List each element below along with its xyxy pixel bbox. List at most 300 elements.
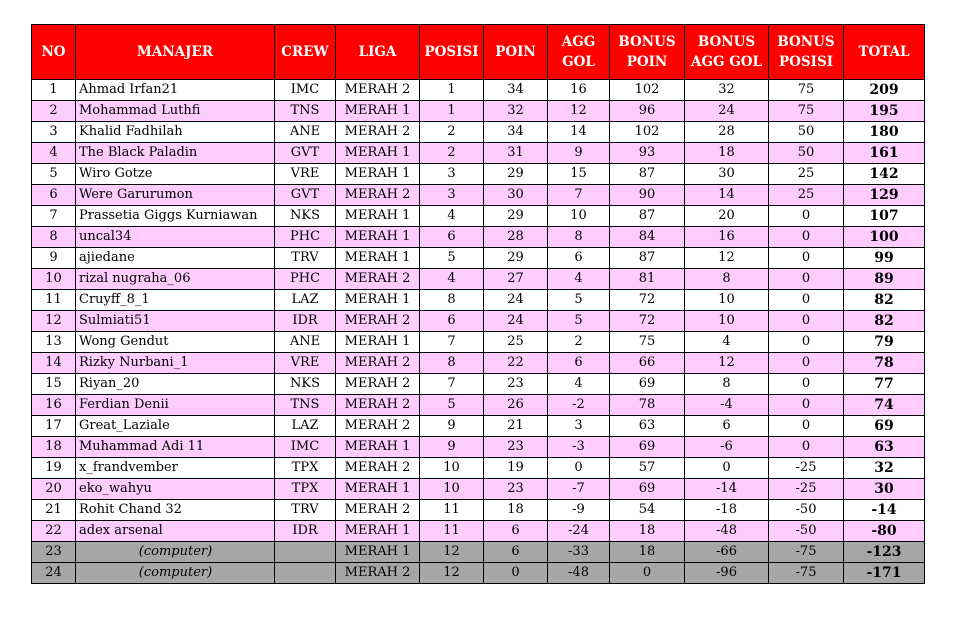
cell-crew: VRE — [275, 164, 336, 185]
cell-poin: 24 — [484, 311, 548, 332]
cell-no: 20 — [32, 479, 76, 500]
cell-bonus-poin: 87 — [610, 164, 685, 185]
cell-agg-gol: 0 — [548, 458, 610, 479]
cell-poin: 29 — [484, 164, 548, 185]
header-row — [32, 25, 925, 80]
cell-liga: MERAH 2 — [336, 122, 420, 143]
table-row — [32, 395, 925, 416]
cell-total: 69 — [844, 416, 925, 437]
cell-crew: TPX — [275, 479, 336, 500]
cell-manajer: x_frandvember — [76, 458, 275, 479]
table-row — [32, 416, 925, 437]
cell-liga: MERAH 2 — [336, 563, 420, 584]
cell-liga: MERAH 2 — [336, 500, 420, 521]
cell-posisi: 7 — [420, 374, 484, 395]
cell-posisi: 3 — [420, 185, 484, 206]
cell-bonus-poin: 102 — [610, 122, 685, 143]
header-bonus-poin-line1: BONUS — [618, 34, 676, 50]
cell-liga: MERAH 2 — [336, 353, 420, 374]
cell-manajer: uncal34 — [76, 227, 275, 248]
cell-total: 161 — [844, 143, 925, 164]
cell-bonus-poin: 87 — [610, 248, 685, 269]
cell-crew: LAZ — [275, 290, 336, 311]
cell-bonus-posisi: 0 — [769, 206, 844, 227]
cell-manajer: eko_wahyu — [76, 479, 275, 500]
cell-posisi: 10 — [420, 458, 484, 479]
cell-bonus-poin: 69 — [610, 479, 685, 500]
cell-poin: 23 — [484, 479, 548, 500]
cell-manajer: Riyan_20 — [76, 374, 275, 395]
cell-no: 1 — [32, 80, 76, 101]
cell-no: 21 — [32, 500, 76, 521]
cell-agg-gol: -9 — [548, 500, 610, 521]
cell-bonus-posisi: 0 — [769, 269, 844, 290]
cell-manajer: Wong Gendut — [76, 332, 275, 353]
table-row — [32, 521, 925, 542]
cell-bonus-agg-gol: -6 — [685, 437, 769, 458]
cell-bonus-agg-gol: -18 — [685, 500, 769, 521]
cell-agg-gol: 3 — [548, 416, 610, 437]
cell-manajer: (computer) — [76, 563, 275, 584]
header-liga: LIGA — [336, 25, 420, 80]
cell-no: 15 — [32, 374, 76, 395]
cell-total: -80 — [844, 521, 925, 542]
header-total: TOTAL — [844, 25, 925, 80]
cell-bonus-agg-gol: 10 — [685, 290, 769, 311]
table-row — [32, 101, 925, 122]
cell-bonus-posisi: 75 — [769, 80, 844, 101]
cell-liga: MERAH 1 — [336, 542, 420, 563]
cell-agg-gol: 14 — [548, 122, 610, 143]
cell-crew: NKS — [275, 206, 336, 227]
header-agg-gol — [548, 25, 610, 80]
header-bonus-posisi-line2: POSISI — [778, 54, 834, 70]
cell-liga: MERAH 2 — [336, 311, 420, 332]
cell-total: 82 — [844, 311, 925, 332]
cell-bonus-poin: 54 — [610, 500, 685, 521]
cell-no: 6 — [32, 185, 76, 206]
cell-bonus-posisi: 50 — [769, 122, 844, 143]
cell-posisi: 10 — [420, 479, 484, 500]
cell-agg-gol: 16 — [548, 80, 610, 101]
cell-posisi: 4 — [420, 206, 484, 227]
cell-total: 129 — [844, 185, 925, 206]
cell-liga: MERAH 1 — [336, 143, 420, 164]
cell-agg-gol: 10 — [548, 206, 610, 227]
cell-crew: PHC — [275, 227, 336, 248]
cell-manajer: Ahmad Irfan21 — [76, 80, 275, 101]
cell-no: 13 — [32, 332, 76, 353]
cell-liga: MERAH 2 — [336, 416, 420, 437]
cell-bonus-agg-gol: -96 — [685, 563, 769, 584]
cell-bonus-posisi: 0 — [769, 248, 844, 269]
cell-bonus-posisi: 0 — [769, 311, 844, 332]
cell-bonus-posisi: 0 — [769, 416, 844, 437]
cell-liga: MERAH 1 — [336, 227, 420, 248]
cell-agg-gol: 7 — [548, 185, 610, 206]
cell-agg-gol: -33 — [548, 542, 610, 563]
cell-total: 89 — [844, 269, 925, 290]
cell-no: 8 — [32, 227, 76, 248]
cell-posisi: 9 — [420, 437, 484, 458]
cell-bonus-agg-gol: -4 — [685, 395, 769, 416]
header-bonus-agg-gol-line1: BONUS — [697, 34, 756, 50]
cell-crew: IMC — [275, 80, 336, 101]
cell-posisi: 11 — [420, 521, 484, 542]
cell-liga: MERAH 1 — [336, 437, 420, 458]
cell-posisi: 12 — [420, 563, 484, 584]
cell-poin: 6 — [484, 542, 548, 563]
table-row — [32, 80, 925, 101]
cell-posisi: 12 — [420, 542, 484, 563]
header-bonus-poin — [610, 25, 685, 80]
cell-manajer: Khalid Fadhilah — [76, 122, 275, 143]
table-body — [32, 80, 925, 584]
cell-bonus-poin: 0 — [610, 563, 685, 584]
cell-liga: MERAH 2 — [336, 269, 420, 290]
cell-bonus-poin: 84 — [610, 227, 685, 248]
cell-bonus-posisi: -50 — [769, 500, 844, 521]
cell-liga: MERAH 1 — [336, 290, 420, 311]
cell-poin: 19 — [484, 458, 548, 479]
cell-manajer: Rohit Chand 32 — [76, 500, 275, 521]
cell-crew: LAZ — [275, 416, 336, 437]
cell-crew: IMC — [275, 437, 336, 458]
header-bonus-agg-gol-line2: AGG GOL — [690, 54, 762, 70]
cell-manajer: Rizky Nurbani_1 — [76, 353, 275, 374]
table-row — [32, 227, 925, 248]
cell-poin: 34 — [484, 122, 548, 143]
cell-poin: 30 — [484, 185, 548, 206]
cell-poin: 26 — [484, 395, 548, 416]
cell-total: 30 — [844, 479, 925, 500]
cell-agg-gol: 5 — [548, 290, 610, 311]
cell-total: 142 — [844, 164, 925, 185]
cell-total: 32 — [844, 458, 925, 479]
cell-bonus-agg-gol: -66 — [685, 542, 769, 563]
cell-manajer: Cruyff_8_1 — [76, 290, 275, 311]
cell-manajer: ajiedane — [76, 248, 275, 269]
cell-no: 10 — [32, 269, 76, 290]
cell-manajer: Great_Laziale — [76, 416, 275, 437]
header-agg-gol-line2: GOL — [562, 54, 595, 70]
cell-crew: VRE — [275, 353, 336, 374]
cell-total: -171 — [844, 563, 925, 584]
cell-agg-gol: 15 — [548, 164, 610, 185]
cell-bonus-poin: 57 — [610, 458, 685, 479]
cell-total: 107 — [844, 206, 925, 227]
table-row — [32, 122, 925, 143]
cell-bonus-poin: 63 — [610, 416, 685, 437]
cell-bonus-agg-gol: 28 — [685, 122, 769, 143]
cell-bonus-agg-gol: 8 — [685, 374, 769, 395]
cell-bonus-poin: 81 — [610, 269, 685, 290]
cell-total: 77 — [844, 374, 925, 395]
table-row — [32, 164, 925, 185]
cell-bonus-poin: 69 — [610, 437, 685, 458]
cell-liga: MERAH 2 — [336, 374, 420, 395]
cell-no: 16 — [32, 395, 76, 416]
cell-liga: MERAH 1 — [336, 521, 420, 542]
cell-bonus-posisi: -25 — [769, 479, 844, 500]
cell-bonus-poin: 93 — [610, 143, 685, 164]
cell-bonus-agg-gol: 12 — [685, 353, 769, 374]
table-row — [32, 332, 925, 353]
cell-poin: 29 — [484, 206, 548, 227]
cell-manajer: The Black Paladin — [76, 143, 275, 164]
cell-agg-gol: 2 — [548, 332, 610, 353]
cell-bonus-agg-gol: 14 — [685, 185, 769, 206]
cell-no: 24 — [32, 563, 76, 584]
cell-bonus-posisi: 50 — [769, 143, 844, 164]
cell-bonus-posisi: -25 — [769, 458, 844, 479]
cell-bonus-poin: 66 — [610, 353, 685, 374]
table-row — [32, 563, 925, 584]
cell-total: 99 — [844, 248, 925, 269]
cell-bonus-poin: 90 — [610, 185, 685, 206]
cell-total: -123 — [844, 542, 925, 563]
table-row — [32, 269, 925, 290]
cell-bonus-posisi: 0 — [769, 290, 844, 311]
cell-no: 11 — [32, 290, 76, 311]
cell-posisi: 3 — [420, 164, 484, 185]
cell-posisi: 8 — [420, 290, 484, 311]
cell-agg-gol: 4 — [548, 374, 610, 395]
cell-poin: 32 — [484, 101, 548, 122]
table-row — [32, 311, 925, 332]
cell-crew: GVT — [275, 185, 336, 206]
cell-liga: MERAH 1 — [336, 101, 420, 122]
table-row — [32, 542, 925, 563]
cell-liga: MERAH 1 — [336, 206, 420, 227]
cell-bonus-poin: 18 — [610, 521, 685, 542]
cell-total: 74 — [844, 395, 925, 416]
cell-manajer: Mohammad Luthfi — [76, 101, 275, 122]
cell-bonus-posisi: 0 — [769, 353, 844, 374]
cell-total: 195 — [844, 101, 925, 122]
cell-crew: IDR — [275, 521, 336, 542]
cell-bonus-posisi: -50 — [769, 521, 844, 542]
cell-crew: GVT — [275, 143, 336, 164]
cell-poin: 22 — [484, 353, 548, 374]
cell-posisi: 5 — [420, 395, 484, 416]
cell-bonus-agg-gol: 4 — [685, 332, 769, 353]
cell-posisi: 6 — [420, 311, 484, 332]
cell-posisi: 1 — [420, 101, 484, 122]
cell-agg-gol: 6 — [548, 248, 610, 269]
cell-bonus-agg-gol: 20 — [685, 206, 769, 227]
cell-bonus-posisi: 0 — [769, 332, 844, 353]
cell-no: 17 — [32, 416, 76, 437]
cell-poin: 6 — [484, 521, 548, 542]
cell-no: 14 — [32, 353, 76, 374]
cell-liga: MERAH 1 — [336, 248, 420, 269]
cell-manajer: Sulmiati51 — [76, 311, 275, 332]
cell-poin: 31 — [484, 143, 548, 164]
cell-total: 82 — [844, 290, 925, 311]
cell-no: 12 — [32, 311, 76, 332]
cell-posisi: 4 — [420, 269, 484, 290]
cell-poin: 27 — [484, 269, 548, 290]
table-row — [32, 206, 925, 227]
cell-crew: ANE — [275, 122, 336, 143]
cell-bonus-posisi: 0 — [769, 227, 844, 248]
cell-posisi: 11 — [420, 500, 484, 521]
cell-posisi: 8 — [420, 353, 484, 374]
cell-agg-gol: 12 — [548, 101, 610, 122]
cell-total: 79 — [844, 332, 925, 353]
cell-agg-gol: 8 — [548, 227, 610, 248]
table-row — [32, 290, 925, 311]
cell-no: 7 — [32, 206, 76, 227]
cell-agg-gol: 6 — [548, 353, 610, 374]
cell-bonus-posisi: 0 — [769, 437, 844, 458]
cell-poin: 29 — [484, 248, 548, 269]
cell-liga: MERAH 2 — [336, 395, 420, 416]
cell-bonus-poin: 102 — [610, 80, 685, 101]
cell-bonus-posisi: -75 — [769, 563, 844, 584]
cell-poin: 25 — [484, 332, 548, 353]
cell-poin: 18 — [484, 500, 548, 521]
header-bonus-posisi-line1: BONUS — [777, 34, 835, 50]
cell-bonus-agg-gol: 12 — [685, 248, 769, 269]
table-row — [32, 185, 925, 206]
header-posisi: POSISI — [420, 25, 484, 80]
cell-total: 78 — [844, 353, 925, 374]
cell-poin: 21 — [484, 416, 548, 437]
cell-manajer: adex arsenal — [76, 521, 275, 542]
cell-agg-gol: 5 — [548, 311, 610, 332]
cell-bonus-agg-gol: 0 — [685, 458, 769, 479]
cell-total: 63 — [844, 437, 925, 458]
cell-bonus-poin: 96 — [610, 101, 685, 122]
cell-manajer: Muhammad Adi 11 — [76, 437, 275, 458]
cell-crew: TNS — [275, 101, 336, 122]
cell-crew: TPX — [275, 458, 336, 479]
cell-crew: IDR — [275, 311, 336, 332]
cell-agg-gol: 9 — [548, 143, 610, 164]
cell-crew: PHC — [275, 269, 336, 290]
header-poin: POIN — [484, 25, 548, 80]
cell-poin: 23 — [484, 437, 548, 458]
cell-crew: NKS — [275, 374, 336, 395]
table-row — [32, 143, 925, 164]
header-bonus-agg-gol — [685, 25, 769, 80]
cell-bonus-poin: 75 — [610, 332, 685, 353]
cell-bonus-poin: 72 — [610, 290, 685, 311]
cell-posisi: 5 — [420, 248, 484, 269]
cell-bonus-poin: 72 — [610, 311, 685, 332]
cell-total: 100 — [844, 227, 925, 248]
cell-bonus-agg-gol: 24 — [685, 101, 769, 122]
cell-bonus-agg-gol: 30 — [685, 164, 769, 185]
cell-total: -14 — [844, 500, 925, 521]
cell-poin: 23 — [484, 374, 548, 395]
header-bonus-posisi — [769, 25, 844, 80]
cell-crew — [275, 563, 336, 584]
table-row — [32, 248, 925, 269]
cell-manajer: rizal nugraha_06 — [76, 269, 275, 290]
table-row — [32, 374, 925, 395]
cell-bonus-poin: 18 — [610, 542, 685, 563]
cell-no: 4 — [32, 143, 76, 164]
cell-posisi: 6 — [420, 227, 484, 248]
cell-liga: MERAH 2 — [336, 185, 420, 206]
cell-no: 9 — [32, 248, 76, 269]
cell-bonus-posisi: 25 — [769, 164, 844, 185]
cell-no: 2 — [32, 101, 76, 122]
cell-agg-gol: -48 — [548, 563, 610, 584]
cell-poin: 28 — [484, 227, 548, 248]
cell-liga: MERAH 2 — [336, 80, 420, 101]
header-bonus-poin-line2: POIN — [626, 54, 668, 70]
header-manajer: MANAJER — [76, 25, 275, 80]
header-agg-gol-line1: AGG — [561, 34, 596, 50]
cell-posisi: 2 — [420, 122, 484, 143]
cell-bonus-poin: 87 — [610, 206, 685, 227]
cell-bonus-poin: 69 — [610, 374, 685, 395]
cell-crew: TRV — [275, 248, 336, 269]
standings-table — [31, 24, 925, 584]
cell-bonus-agg-gol: 6 — [685, 416, 769, 437]
cell-no: 19 — [32, 458, 76, 479]
cell-total: 209 — [844, 80, 925, 101]
cell-bonus-agg-gol: 32 — [685, 80, 769, 101]
cell-bonus-agg-gol: 8 — [685, 269, 769, 290]
cell-liga: MERAH 1 — [336, 164, 420, 185]
table-row — [32, 437, 925, 458]
cell-crew: TNS — [275, 395, 336, 416]
cell-poin: 24 — [484, 290, 548, 311]
cell-no: 5 — [32, 164, 76, 185]
cell-agg-gol: -7 — [548, 479, 610, 500]
cell-no: 3 — [32, 122, 76, 143]
cell-agg-gol: 4 — [548, 269, 610, 290]
cell-posisi: 1 — [420, 80, 484, 101]
cell-total: 180 — [844, 122, 925, 143]
cell-crew — [275, 542, 336, 563]
cell-bonus-agg-gol: 16 — [685, 227, 769, 248]
cell-posisi: 9 — [420, 416, 484, 437]
cell-agg-gol: -3 — [548, 437, 610, 458]
table-row — [32, 500, 925, 521]
cell-liga: MERAH 2 — [336, 458, 420, 479]
header-no: NO — [32, 25, 76, 80]
cell-bonus-posisi: 75 — [769, 101, 844, 122]
cell-bonus-poin: 78 — [610, 395, 685, 416]
header-crew: CREW — [275, 25, 336, 80]
cell-posisi: 2 — [420, 143, 484, 164]
cell-liga: MERAH 1 — [336, 479, 420, 500]
cell-manajer: (computer) — [76, 542, 275, 563]
cell-bonus-posisi: -75 — [769, 542, 844, 563]
cell-manajer: Prassetia Giggs Kurniawan — [76, 206, 275, 227]
cell-no: 22 — [32, 521, 76, 542]
cell-bonus-posisi: 0 — [769, 395, 844, 416]
cell-bonus-posisi: 0 — [769, 374, 844, 395]
cell-bonus-posisi: 25 — [769, 185, 844, 206]
cell-no: 18 — [32, 437, 76, 458]
table-row — [32, 458, 925, 479]
cell-crew: ANE — [275, 332, 336, 353]
cell-manajer: Were Garurumon — [76, 185, 275, 206]
cell-crew: TRV — [275, 500, 336, 521]
table-row — [32, 353, 925, 374]
cell-liga: MERAH 1 — [336, 332, 420, 353]
cell-agg-gol: -2 — [548, 395, 610, 416]
cell-bonus-agg-gol: -14 — [685, 479, 769, 500]
cell-manajer: Ferdian Denii — [76, 395, 275, 416]
